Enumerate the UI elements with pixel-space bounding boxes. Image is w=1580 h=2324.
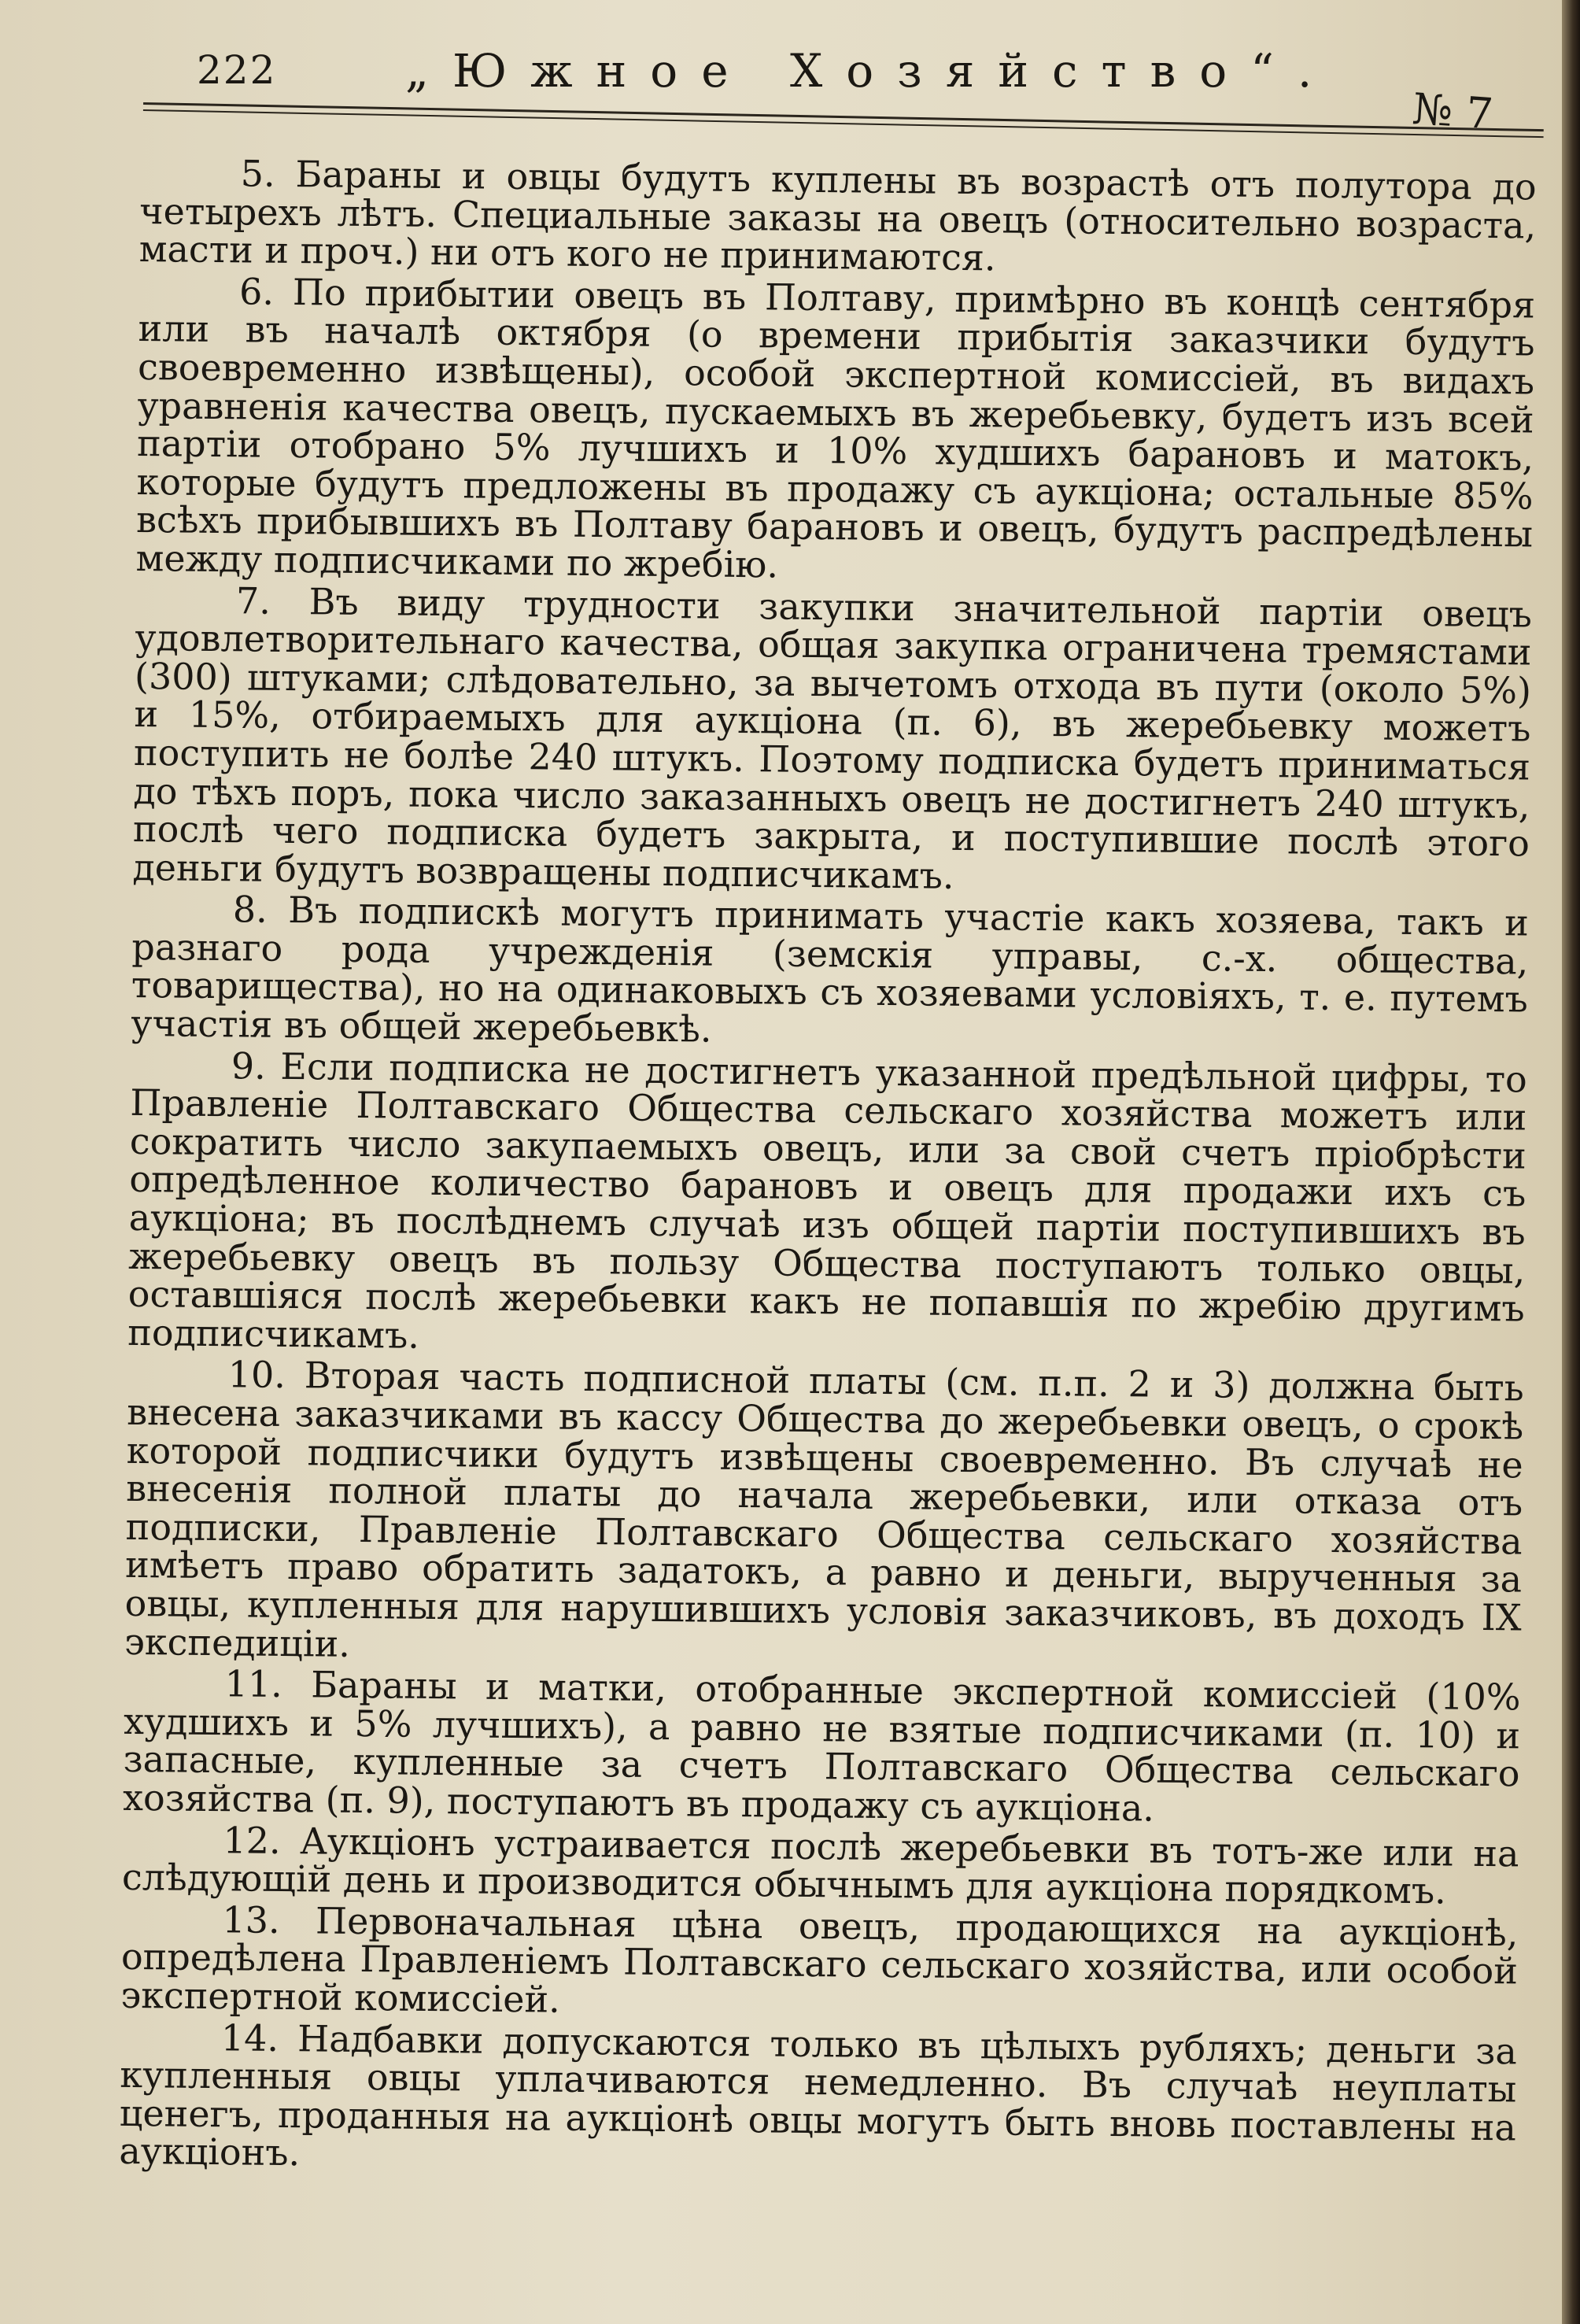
paragraph-7: 7. Въ виду трудности закупки значительной партіи овецъ удовлетворительнаго качества, общая закупка ограничена тремястами (300) штуками; слѣдовательно, за вычетомъ отхода въ пути (около 5%) и 15%, отбираемыхъ для аукціона (п. 6), въ жеребьевку можетъ поступить не болѣе 240 штукъ. Поэтому подписка будетъ приниматься до тѣхъ поръ, пока число заказанныхъ овецъ не достигнетъ 240 штукъ, послѣ чего подписка будетъ закрыта, и поступившие послѣ этого деньги будутъ возвращены подписчикамъ. — [132, 578, 1533, 897]
paragraph-10: 10. Вторая часть подписной платы (см. п.п. 2 и 3) должна быть внесена заказчиками въ кассу Общества до жеребьевки овецъ, о срокѣ которой подписчики будутъ извѣщены своевременно. Въ случаѣ не внесенія полной платы до начала жеребьевки, или отказа отъ подписки, Правленіе Полтавскаго Общества сельскаго хозяйства имѣетъ право обратить задатокъ, а равно и деньги, вырученныя за овцы, купленныя для нарушившихъ условія заказчиковъ, въ доходъ IX экспедиціи. — [124, 1353, 1524, 1665]
page-header — [189, 41, 1562, 139]
page-number: 222 — [197, 47, 277, 93]
paragraph-8: 8. Въ подпискѣ могутъ принимать участіе какъ хозяева, такъ и разнаго рода учрежденія (земскія управы, с.-х. общества, товарищества), но на одинаковыхъ съ хозяевами условіяхъ, т. е. путемъ участія въ общей жеребьевкѣ. — [131, 888, 1530, 1051]
paragraph-11: 11. Бараны и матки, отобранные экспертной комиссіей (10% худшихъ и 5% лучшихъ), а равно не взятые подписчиками (п. 10) и запасные, купленные за счетъ Полтавскаго Общества сельскаго хозяйства (п. 9), поступаютъ въ продажу съ аукціона. — [122, 1662, 1521, 1830]
book-spine-shadow — [1562, 0, 1580, 2324]
paragraph-9: 9. Если подписка не достигнетъ указанной предѣльной цифры, то Правленіе Полтавскаго Общества сельскаго хозяйства можетъ или сократить число закупаемыхъ овецъ, или за свой счетъ пріобрѣсти опредѣленное количество барановъ и овецъ для продажи ихъ съ аукціона; въ послѣднемъ случаѣ изъ общей партіи поступившихъ въ жеребьевку овецъ въ пользу Общества поступаютъ только овцы, оставшіяся послѣ жеребьевки какъ не попавшія по жребію другимъ подписчикамъ. — [127, 1044, 1528, 1357]
body-text — [119, 153, 1537, 2188]
paragraph-12: 12. Аукціонъ устраивается послѣ жеребьевки въ тотъ-же или на слѣдующій день и производится обычнымъ для аукціона порядкомъ. — [121, 1818, 1519, 1912]
paragraph-5: 5. Бараны и овцы будутъ куплены въ возрастѣ отъ полутора до четырехъ лѣтъ. Специальные заказы на овецъ (относительно возраста, масти и проч.) ни отъ кого не принимаются. — [138, 152, 1537, 279]
issue-number: № 7 — [1410, 83, 1495, 139]
paragraph-13: 13. Первоначальная цѣна овецъ, продающихся на аукціонѣ, опредѣлена Правленіемъ Полтавскаго сельскаго хозяйства, или особой экспертной комиссіей. — [120, 1897, 1519, 2021]
paragraph-14: 14. Надбавки допускаются только въ цѣлыхъ рубляхъ; деньги за купленныя овцы уплачиваются немедленно. Въ случаѣ неуплаты ценегъ, проданныя на аукціонѣ овцы могутъ быть вновь поставлены на аукціонъ. — [119, 2015, 1518, 2174]
running-title: „Южное Хозяйство“. — [405, 44, 1336, 98]
paragraph-6: 6. По прибытии овецъ въ Полтаву, примѣрно въ концѣ сентября или въ началѣ октября (о времени прибытія заказчики будутъ своевременно извѣщены), особой экспертной комиссіей, въ видахъ уравненія качества овецъ, пускаемыхъ въ жеребьевку, будетъ изъ всей партіи отобрано 5% лучшихъ и 10% худшихъ барановъ и матокъ, которые будутъ предложены въ продажу съ аукціона; остальные 85% всѣхъ прибывшихъ въ Полтаву барановъ и овецъ, будутъ распредѣлены между подписчиками по жребію. — [135, 270, 1536, 586]
